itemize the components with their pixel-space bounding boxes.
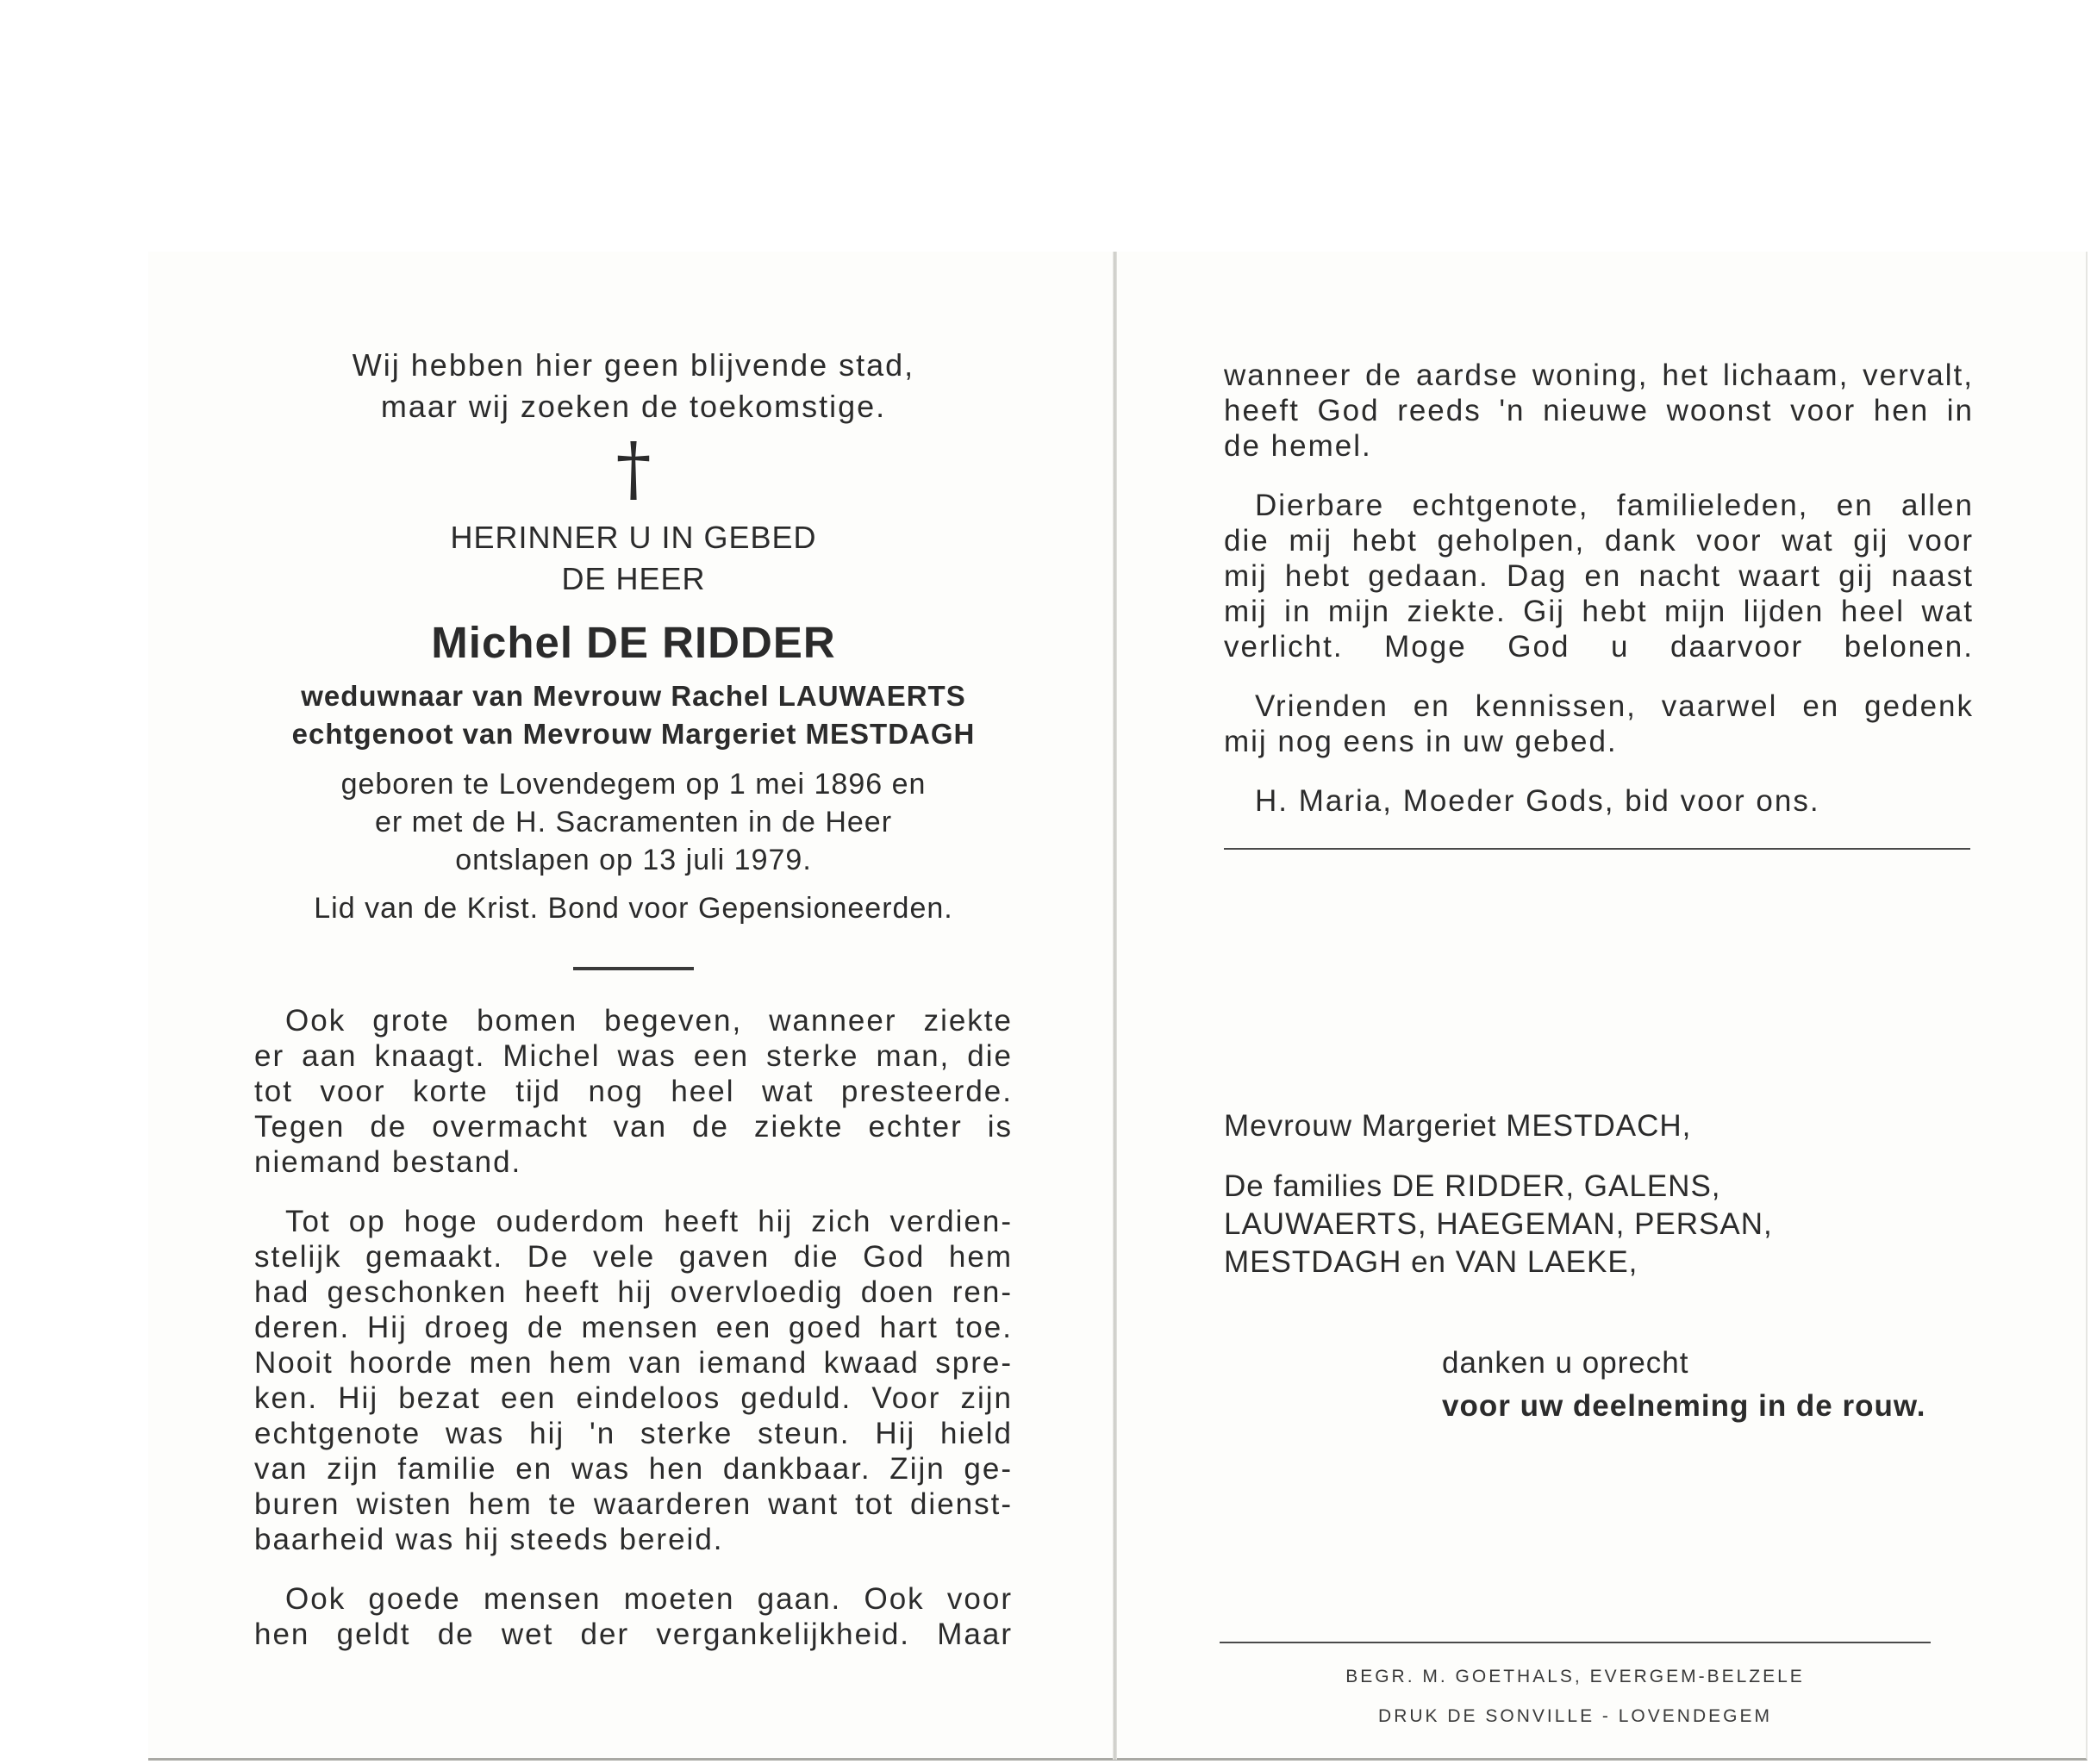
birth-line: er met de H. Sacramenten in de Heer	[374, 806, 893, 838]
text-line: de hemel.	[1224, 429, 1372, 463]
motto	[254, 345, 1013, 427]
printer-credit: BEGR. M. GOETHALS, EVERGEM-BELZELE	[1345, 1667, 1805, 1686]
text-line: ken. Hij bezat een eindeloos geduld. Voor zijn	[254, 1381, 1013, 1415]
text-line: mij in mijn ziekte. Gij hebt mijn lijden heel wat	[1224, 595, 1974, 628]
text-line: Nooit hoorde men hem van iemand kwaad spre-	[254, 1346, 1013, 1380]
text-line: Ook goede mensen moeten gaan. Ook voor	[285, 1582, 1013, 1616]
text-line: heeft God reeds 'n nieuwe woonst voor hen in	[1224, 394, 1974, 427]
text-line: van zijn familie en was hen dankbaar. Zijn ge-	[254, 1452, 1013, 1486]
text-line: had geschonken heeft hij overvloedig doen ren-	[254, 1275, 1013, 1309]
deceased-name: Michel DE RIDDER	[431, 618, 836, 667]
text-line: deren. Hij droeg de mensen een goed hart toe.	[254, 1311, 1013, 1344]
prayer	[1224, 783, 1974, 819]
card-fold	[1113, 252, 1117, 1760]
cross-icon: †	[615, 428, 652, 510]
left-panel	[254, 345, 1013, 1676]
text-line: wanneer de aardse woning, het lichaam, vervalt,	[1224, 358, 1974, 392]
text-line: H. Maria, Moeder Gods, bid voor ons.	[1255, 784, 1820, 818]
right-panel	[1224, 358, 1974, 850]
paragraph	[1224, 689, 1974, 759]
text-line: die mij hebt geholpen, dank voor wat gij voor	[1224, 524, 1974, 558]
text-line: buren wisten hem te waarderen want tot dienst-	[254, 1487, 1013, 1521]
text-line: Tot op hoge ouderdom heeft hij zich verdien-	[285, 1205, 1013, 1238]
families-line: De families DE RIDDER, GALENS,	[1224, 1169, 1721, 1203]
remember-line: DE HEER	[561, 561, 706, 596]
thanks-block	[1224, 1107, 1982, 1281]
text-line: mij hebt gedaan. Dag en nacht waart gij naast	[1224, 559, 1974, 593]
birth-line: geboren te Lovendegem op 1 mei 1896 en	[340, 768, 927, 801]
relation-line: echtgenoot van Mevrouw Margeriet MESTDAGH	[291, 718, 976, 750]
divider	[1224, 848, 1970, 850]
families-line: MESTDAGH en VAN LAEKE,	[1224, 1245, 1638, 1279]
membership: Lid van de Krist. Bond voor Gepensioneerden.	[314, 892, 953, 925]
motto-line: maar wij zoeken de toekomstige.	[380, 389, 887, 424]
widow-line: Mevrouw Margeriet MESTDACH,	[1224, 1109, 1692, 1143]
relation-line: weduwnaar van Mevrouw Rachel LAUWAERTS	[301, 680, 966, 712]
text-line: echtgenote was hij 'n sterke steun. Hij hield	[254, 1417, 1013, 1450]
closing-line: voor uw deelneming in de rouw.	[1442, 1389, 1926, 1423]
text-line: Ook grote bomen begeven, wanneer ziekte	[285, 1004, 1013, 1038]
paragraph	[254, 1581, 1013, 1652]
thanks-closing	[1442, 1342, 1926, 1428]
text-line: mij nog eens in uw gebed.	[1224, 725, 1618, 758]
text-line: verlicht. Moge God u daarvoor belonen.	[1224, 630, 1974, 664]
text-line: Dierbare echtgenote, familieleden, en allen	[1255, 489, 1974, 522]
remember-line: HERINNER U IN GEBED	[450, 520, 817, 555]
text-line: niemand bestand.	[254, 1145, 522, 1179]
paragraph	[254, 1003, 1013, 1180]
text-line: Tegen de overmacht van de ziekte echter is	[254, 1110, 1013, 1144]
text-line: tot voor korte tijd nog heel wat presteerde.	[254, 1075, 1013, 1108]
paragraph	[254, 1204, 1013, 1557]
text-line: stelijk gemaakt. De vele gaven die God hem	[254, 1240, 1013, 1274]
printer-credit: DRUK DE SONVILLE - LOVENDEGEM	[1378, 1706, 1772, 1726]
paragraph	[1224, 358, 1974, 464]
birth-death-details	[254, 765, 1013, 879]
families-line: LAUWAERTS, HAEGEMAN, PERSAN,	[1224, 1207, 1773, 1241]
text-line: er aan knaagt. Michel was een sterke man, die	[254, 1039, 1013, 1073]
text-line: baarheid was hij steeds bereid.	[254, 1523, 724, 1556]
relations	[254, 677, 1013, 753]
divider	[573, 967, 694, 970]
divider	[1220, 1642, 1931, 1643]
closing-line: danken u oprecht	[1442, 1346, 1689, 1380]
birth-line: ontslapen op 13 juli 1979.	[455, 844, 812, 876]
remember-heading	[254, 517, 1013, 600]
paragraph	[1224, 488, 1974, 664]
text-line: hen geldt de wet der vergankelijkheid. Maar	[254, 1618, 1013, 1651]
text-line: Vrienden en kennissen, vaarwel en gedenk	[1255, 689, 1974, 723]
motto-line: Wij hebben hier geen blijvende stad,	[352, 347, 915, 383]
